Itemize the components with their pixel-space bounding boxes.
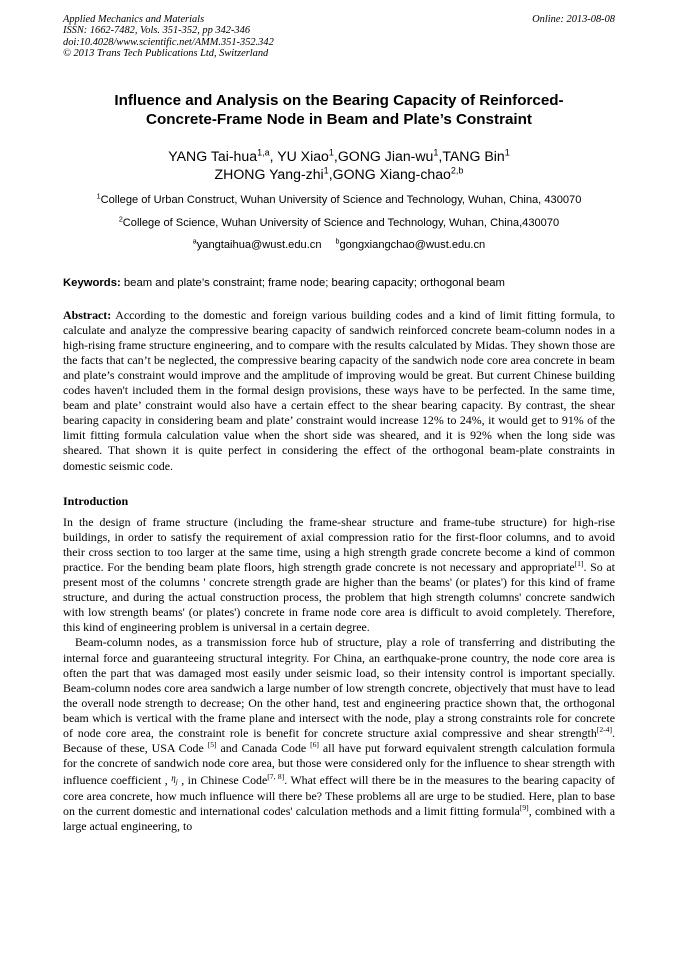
abstract — [63, 308, 615, 474]
paragraph-text: . Because of these, USA Code — [63, 725, 615, 756]
introduction-paragraph-1 — [63, 515, 615, 636]
author-name: GONG Jian-wu — [337, 147, 434, 164]
keywords-text: beam and plate’s constraint; frame node; bearing capacity; orthogonal beam — [120, 276, 505, 289]
paragraph-text: . What effect will there be in the measures to the bearing capacity of core area concrete, how much influence will there be? These problems all are urge to be studied. Here, plan to base on the current domestic and international codes' calculation methods and a limit fitting formula — [63, 773, 616, 819]
paragraph-text: . So at present most of the columns ' concrete strength grade are higher than the beams' (or plates') for this kind of frame structure, and during the actual construction process, the problem that high strength columns' concrete sandwich with low strength beams' (or plates') concrete in frame node core area is difficult to avoid completely. Therefore, this kind of engineering problem is universal in a certain degree. — [63, 559, 615, 635]
author-affiliation-mark: 1 — [504, 146, 510, 157]
paper-title — [63, 91, 615, 129]
author-separator: , — [438, 147, 443, 164]
eta-letter: η — [171, 773, 176, 784]
paragraph-text: all have put forward equivalent strength calculation formula for the concrete of sandwich node core area, but those were considered only for the influence to shear strength with influence coefficient , — [63, 741, 615, 788]
author-separator: , — [333, 147, 338, 164]
paragraph-text: In the design of frame structure (including the frame-shear structure and frame-tube structure) for high-rise buildings, in order to satisfy the requirement of axial compression ratio for the first-floor columns, and to avoid their cross section to too larger at the same time, using a high strength grade concrete become a kind of common practice. For the bending beam plate floors, high strength grade concrete is not necessary and appropriate — [63, 514, 615, 574]
author-affiliation-mark: 1 — [433, 146, 439, 157]
author-emails — [63, 236, 615, 251]
author-name: YANG Tai-hua — [168, 147, 258, 164]
journal-header — [63, 14, 615, 60]
issn-line: ISSN: 1662-7482, Vols. 351-352, pp 342-346 — [63, 25, 251, 37]
author-separator: , — [328, 166, 333, 183]
citation: [5] — [207, 740, 217, 750]
abstract-text: According to the domestic and foreign various building codes and a kind of limit fitting formula, to calculate and analyze the compressive bearing capacity of sandwich reinforced concrete beam-column nodes in a high-rising frame structure engineering, and to compare with the results calculated by Midas. They shown those are the facts that can’t be neglected, the compressive bearing capacity of the sandwich node core area concrete in beam and plate’s constraint would improve and the amplitude of improving would be great. But current Chinese building codes haven't included them in the formal design provisions, these ways have to be perfected. In the same time, beam and plate’ constraint would also have a certain effect to the shear bearing capacity. By contrast, the shear bearing capacity in considering beam and plate’ constraint would increase 12% to 24%, it would get to 91% of the limit fitting formula calculation value when the short side was sheared, and it is 92% when the long side was sheared. That shown it is quite perfect in considering the effect of the orthogonal beam-plate constraints in domestic seismic code. — [63, 307, 615, 473]
paragraph-text: , in Chinese Code — [177, 773, 268, 788]
paragraph-text: and Canada Code — [216, 741, 311, 756]
online-date: Online: 2013-08-08 — [532, 14, 615, 25]
email-mark: b — [335, 236, 340, 245]
journal-name: Applied Mechanics and Materials — [63, 14, 205, 25]
author-line-1 — [63, 147, 615, 166]
author-name: GONG Xiang-chao — [332, 166, 451, 183]
author-affiliation-mark: 1,a — [257, 146, 270, 157]
affiliation-text: College of Science, Wuhan University of Science and Technology, Wuhan, China,430070 — [122, 216, 560, 229]
author-name: TANG Bin — [442, 147, 505, 164]
abstract-label: Abstract: — [63, 307, 112, 322]
introduction-paragraph-2 — [63, 635, 615, 834]
affiliation-1 — [63, 193, 615, 207]
doi-line: doi:10.4028/www.scientific.net/AMM.351-352.342 — [63, 36, 274, 48]
email-address: yangtaihua@wust.edu.cn — [196, 238, 322, 251]
author-name: YU Xiao — [277, 147, 329, 164]
citation: [1] — [574, 558, 584, 568]
keywords-label: Keywords: — [63, 276, 121, 289]
author-affiliation-mark: 1 — [328, 146, 334, 157]
citation: [6] — [310, 740, 319, 750]
author-list — [63, 147, 615, 184]
copyright-line: © 2013 Trans Tech Publications Ltd, Switzerland — [63, 48, 269, 60]
author-separator: , — [269, 147, 278, 164]
affiliation-mark: 1 — [96, 191, 101, 200]
author-affiliation-mark: 1 — [323, 165, 329, 176]
title-line-2: Concrete-Frame Node in Beam and Plate’s Constraint — [146, 110, 532, 128]
author-affiliation-mark: 2,b — [450, 165, 464, 176]
citation: [7, 8] — [267, 772, 285, 782]
citation: [9] — [519, 803, 529, 813]
email-mark: a — [192, 236, 197, 245]
title-line-1: Influence and Analysis on the Bearing Capacity of Reinforced- — [114, 91, 564, 109]
author-line-2 — [63, 165, 615, 184]
citation: [2-4] — [596, 725, 613, 734]
email-address: gongxiangchao@wust.edu.cn — [339, 238, 486, 251]
eta-subscript: j — [175, 777, 178, 787]
affiliation-2 — [63, 216, 615, 230]
section-heading-introduction: Introduction — [63, 493, 129, 508]
paragraph-text: Beam-column nodes, as a transmission force hub of structure, play a role of transferring and distributing the internal force and guaranteeing structural integrity. For China, an earthquake-prone country, the node core area is often the part that was damaged most easily under seismic load, so their intensity control is important specially. Beam-column nodes core area sandwich a large number of low strength concrete, objectively that must have to lead the overall node strength to decrease; On the other hand, test and engineering practice shown that, the orthogonal beam which is vertical with the frame plane and intersect with the node, play a strong constraints role for concrete of node core area, the constraint role is benefit for concrete structure axial compressive and shear strength — [63, 635, 615, 740]
author-name: ZHONG Yang-zhi — [214, 166, 324, 183]
keywords — [63, 277, 615, 289]
affiliation-text: College of Urban Construct, Wuhan University of Science and Technology, Wuhan, China, 430070 — [100, 193, 582, 206]
affiliation-mark: 2 — [118, 214, 123, 223]
paragraph-text: , combined with a large actual engineering, to — [63, 804, 615, 834]
